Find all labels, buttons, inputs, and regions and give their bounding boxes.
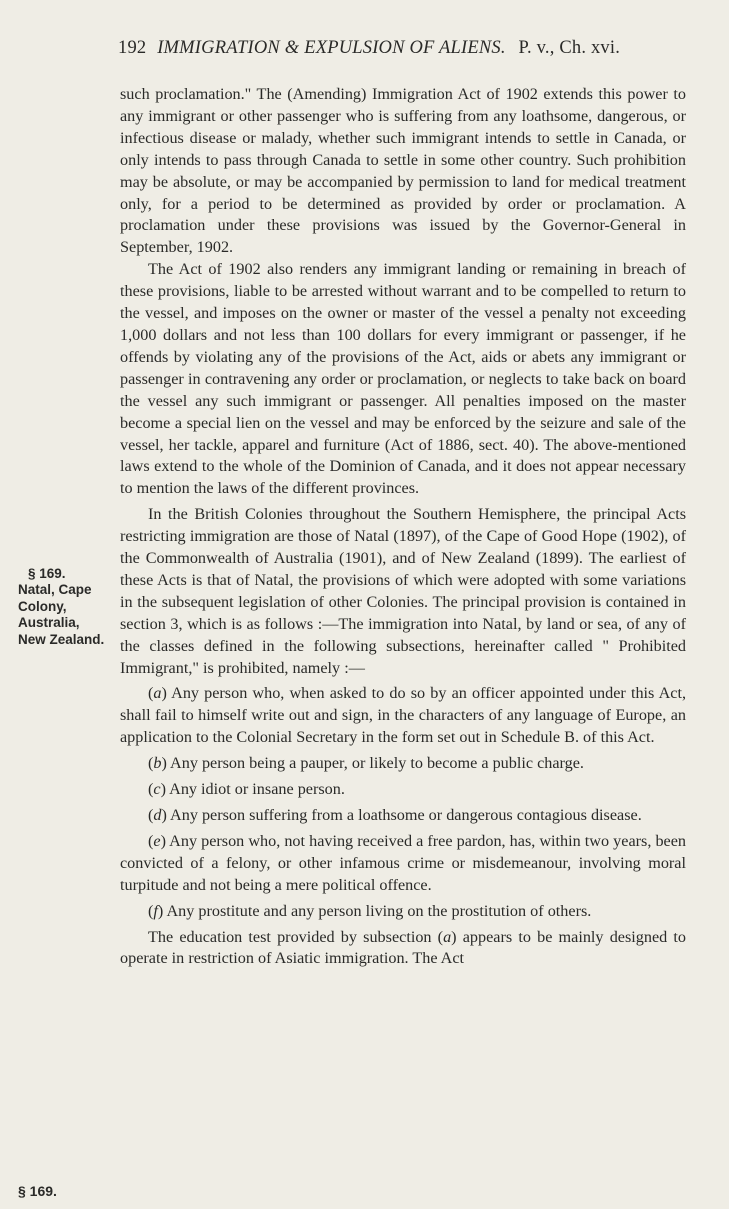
- subsection-text: Any person being a pauper, or likely to become a public charge.: [170, 754, 584, 773]
- subsection-text: Any idiot or insane person.: [169, 780, 345, 799]
- paragraph-1: such proclamation." The (Amending) Immigration Act of 1902 extends this power to any immigrant or other passenger who is suffering from any loathsome, dangerous, or infectious disease or malady, whether such immigrant intends to settle in Canada, or only intends to pass through Canada to settle in some other country. Such prohibition may be absolute, or may be accompanied by permission to land for medical treatment only, for a period to be determined as provided by order or proclamation. A proclamation under these provisions was issued by the Governor-General in September, 1902.: [120, 85, 686, 257]
- running-head: [118, 38, 718, 59]
- subsection-b: (b) Any person being a pauper, or likely to become a public charge.: [148, 754, 584, 773]
- marginal-note-text: Natal, Cape Colony, Australia, New Zealand.: [18, 582, 105, 647]
- marginal-note: [18, 566, 110, 648]
- closing-paragraph: The education test provided by subsection (a) appears to be mainly designed to operate in restriction of Asiatic immigration. The Act: [120, 927, 686, 968]
- subsection-text: Any person suffering from a loathsome or dangerous contagious disease.: [170, 806, 642, 824]
- page-number: 192: [118, 38, 147, 58]
- subsection-label: d: [153, 806, 162, 824]
- subsection-label: b: [153, 754, 162, 773]
- subsection-e: (e) Any person who, not having received a free pardon, has, within two years, been convicted of a felony, or other infamous crime or misdemeanour, involving moral turpitude and not being a mere political offence.: [120, 831, 686, 894]
- subsection-f: (f) Any prostitute and any person living on the prostitution of others.: [148, 901, 592, 920]
- subsection-text: Any person who, not having received a free pardon, has, within two years, been convicted of a felony, or other infamous crime or misdemeanour, involving moral turpitude and not being a mere political offence.: [120, 831, 686, 894]
- body-text: [120, 84, 686, 970]
- footer-section-number: § 169.: [18, 1183, 57, 1199]
- subsection-label: a: [153, 684, 162, 703]
- subsection-label: f: [153, 901, 158, 920]
- subsection-label: c: [153, 780, 161, 799]
- marginal-section-number: § 169.: [28, 566, 66, 581]
- chapter-reference: P. v., Ch. xvi.: [518, 38, 621, 58]
- subsection-text: Any person who, when asked to do so by an officer appointed under this Act, shall fail to himself write out and sign, in the characters of any language of Europe, an application to the Colonial Secretary in the form set out in Schedule B. of this Act.: [120, 684, 686, 747]
- subsection-label: e: [153, 831, 161, 850]
- paragraph-3: In the British Colonies throughout the Southern Hemisphere, the principal Acts restricting immigration are those of Natal (1897), of the Cape of Good Hope (1902), of the Commonwealth of Australia (1901), and of New Zealand (1899). The earliest of these Acts is that of Natal, the provisions of which were adopted with some variations in the subsequent legislation of other Colonies. The principal provision is contained in section 3, which is as follows :—The immigration into Natal, by land or sea, of any of the classes defined in the following subsections, hereinafter called " Prohibited Immigrant," is prohibited, namely :—: [120, 505, 686, 677]
- subsection-a: (a) Any person who, when asked to do so by an officer appointed under this Act, shall fail to himself write out and sign, in the characters of any language of Europe, an application to the Colonial Secretary in the form set out in Schedule B. of this Act.: [120, 684, 686, 747]
- running-title: IMMIGRATION & EXPULSION OF ALIENS.: [157, 38, 506, 58]
- paragraph-2: The Act of 1902 also renders any immigrant landing or remaining in breach of these provisions, liable to be arrested without warrant and to be compelled to return to the vessel, and imposes on the owner or master of the vessel a penalty not exceeding 1,000 dollars and not less than 100 dollars for every immigrant or passenger, if he offends by violating any of the provisions of the Act, aids or abets any immigrant or passenger in contravening any order or proclamation, or neglects to take back on board the vessel any such immigrant or passenger. All penalties imposed on the master become a special lien on the vessel and may be enforced by the seizure and sale of the vessel, her tackle, apparel and furniture (Act of 1886, sect. 40). The above-mentioned laws extend to the whole of the Dominion of Canada, and it does not appear necessary to mention the laws of the different provinces.: [120, 260, 686, 498]
- subsection-d: (d) Any person suffering from a loathsome or dangerous contagious disease.: [148, 806, 642, 824]
- subsection-text: Any prostitute and any person living on the prostitution of others.: [166, 901, 592, 920]
- subsection-c: (c) Any idiot or insane person.: [148, 780, 345, 799]
